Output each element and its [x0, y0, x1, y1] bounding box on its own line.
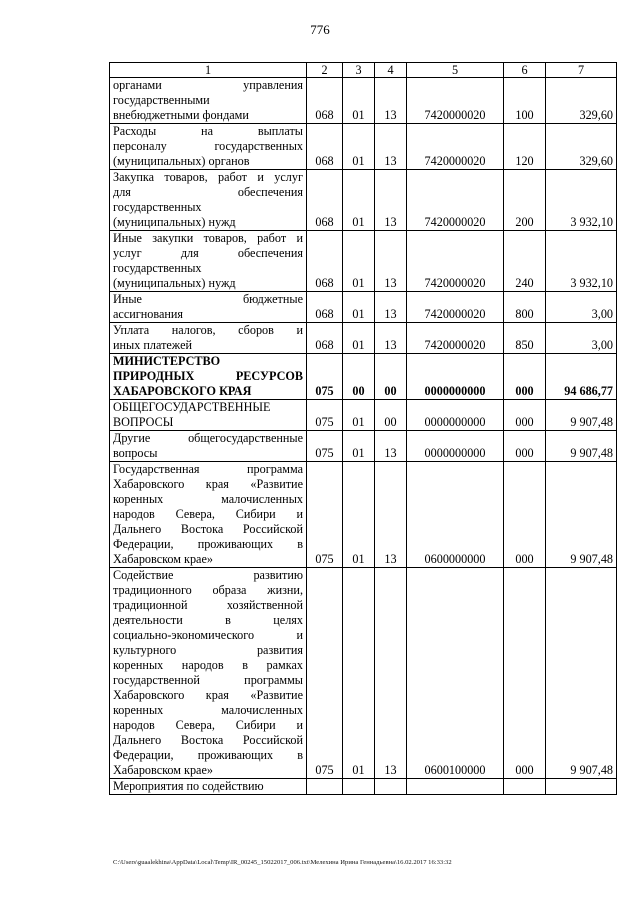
cell-col-6: 200 [504, 170, 546, 231]
cell-col-5: 7420000020 [407, 323, 504, 354]
row-name-line: ВОПРОСЫ [113, 415, 174, 429]
cell-col-7 [546, 779, 617, 795]
cell-col-2: 075 [307, 354, 343, 400]
cell-col-3: 01 [343, 568, 375, 779]
table-row [110, 431, 617, 462]
cell-col-6: 800 [504, 292, 546, 323]
file-path-footer: C:\Users\guaalekhina\AppData\Local\Temp\IR_00245_15022017_006.txt\Мелехина Ирина Геннадьевна\16.02.2017 16:33:32 [113, 859, 452, 866]
row-name-line: Хабаровского края «Развитие [113, 688, 303, 702]
cell-col-7: 3,00 [546, 292, 617, 323]
table-row [110, 124, 617, 170]
cell-col-7: 94 686,77 [546, 354, 617, 400]
row-name-line: Хабаровском крае» [113, 552, 213, 566]
cell-col-6: 240 [504, 231, 546, 292]
row-name-line: государственной программы [113, 673, 303, 687]
cell-col-2: 068 [307, 170, 343, 231]
cell-col-6: 850 [504, 323, 546, 354]
table-body [110, 78, 617, 795]
row-name-line: Хабаровском крае» [113, 763, 213, 777]
cell-col-2: 068 [307, 78, 343, 124]
cell-col-7: 9 907,48 [546, 568, 617, 779]
cell-col-7: 3 932,10 [546, 170, 617, 231]
cell-col-2: 068 [307, 124, 343, 170]
cell-col-7: 329,60 [546, 124, 617, 170]
row-name-cell [110, 354, 307, 400]
row-name-line: социально-экономического и [113, 628, 303, 642]
row-name-line: иных платежей [113, 338, 192, 352]
cell-col-6: 120 [504, 124, 546, 170]
cell-col-6: 000 [504, 354, 546, 400]
cell-col-7: 3 932,10 [546, 231, 617, 292]
row-name-line: коренных народов в рамках [113, 658, 303, 672]
cell-col-6: 000 [504, 462, 546, 568]
column-header-7: 7 [546, 63, 617, 78]
cell-col-4: 00 [375, 400, 407, 431]
cell-col-3: 01 [343, 431, 375, 462]
row-name-line: Мероприятия по содействию [113, 779, 264, 793]
row-name-line: народов Севера, Сибири и [113, 718, 303, 732]
cell-col-5: 7420000020 [407, 292, 504, 323]
cell-col-3 [343, 779, 375, 795]
row-name-line: ассигнования [113, 307, 184, 321]
row-name-line: для обеспечения [113, 185, 303, 199]
table-row [110, 354, 617, 400]
cell-col-6: 000 [504, 431, 546, 462]
row-name-line: Федерации, проживающих в [113, 537, 303, 551]
cell-col-4: 13 [375, 124, 407, 170]
cell-col-5: 0600000000 [407, 462, 504, 568]
cell-col-5 [407, 779, 504, 795]
cell-col-7: 3,00 [546, 323, 617, 354]
row-name-line: Федерации, проживающих в [113, 748, 303, 762]
cell-col-3: 01 [343, 78, 375, 124]
row-name-line: Хабаровского края «Развитие [113, 477, 303, 491]
cell-col-2: 068 [307, 323, 343, 354]
cell-col-4: 13 [375, 170, 407, 231]
cell-col-4: 13 [375, 462, 407, 568]
cell-col-2 [307, 779, 343, 795]
row-name-line: Закупка товаров, работ и услуг [113, 170, 303, 184]
row-name-line: государственных [113, 200, 202, 214]
table-row [110, 323, 617, 354]
cell-col-5: 7420000020 [407, 231, 504, 292]
column-header-4: 4 [375, 63, 407, 78]
row-name-line: традиционного образа жизни, [113, 583, 303, 597]
cell-col-5: 7420000020 [407, 124, 504, 170]
cell-col-3: 01 [343, 323, 375, 354]
row-name-cell [110, 170, 307, 231]
row-name-cell [110, 568, 307, 779]
cell-col-7: 9 907,48 [546, 431, 617, 462]
cell-col-6: 000 [504, 400, 546, 431]
row-name-line: государственных [113, 261, 202, 275]
cell-col-3: 01 [343, 124, 375, 170]
cell-col-6 [504, 779, 546, 795]
table-row [110, 400, 617, 431]
row-name-line: коренных малочисленных [113, 703, 303, 717]
cell-col-4: 13 [375, 292, 407, 323]
row-name-cell [110, 431, 307, 462]
column-header-3: 3 [343, 63, 375, 78]
cell-col-3: 01 [343, 170, 375, 231]
column-header-2: 2 [307, 63, 343, 78]
cell-col-2: 068 [307, 231, 343, 292]
cell-col-4: 13 [375, 231, 407, 292]
row-name-line: (муниципальных) органов [113, 154, 250, 168]
row-name-cell [110, 400, 307, 431]
page-number: 776 [310, 22, 330, 37]
cell-col-7: 329,60 [546, 78, 617, 124]
row-name-line: (муниципальных) нужд [113, 276, 236, 290]
cell-col-2: 075 [307, 400, 343, 431]
cell-col-4: 13 [375, 431, 407, 462]
cell-col-4: 13 [375, 323, 407, 354]
table-row [110, 231, 617, 292]
row-name-cell [110, 323, 307, 354]
row-name-line: деятельности в целях [113, 613, 303, 627]
cell-col-2: 075 [307, 431, 343, 462]
row-name-line: государственными [113, 93, 210, 107]
row-name-line: персоналу государственных [113, 139, 303, 153]
row-name-cell [110, 462, 307, 568]
column-header-5: 5 [407, 63, 504, 78]
cell-col-5: 0000000000 [407, 431, 504, 462]
row-name-line: ПРИРОДНЫХ РЕСУРСОВ [113, 369, 303, 383]
row-name-cell [110, 231, 307, 292]
row-name-line: ХАБАРОВСКОГО КРАЯ [113, 384, 252, 398]
row-name-line: коренных малочисленных [113, 492, 303, 506]
cell-col-3: 01 [343, 231, 375, 292]
cell-col-3: 01 [343, 400, 375, 431]
column-header-6: 6 [504, 63, 546, 78]
cell-col-5: 7420000020 [407, 78, 504, 124]
row-name-line: вопросы [113, 446, 158, 460]
row-name-line: Уплата налогов, сборов и [113, 323, 303, 337]
cell-col-4: 00 [375, 354, 407, 400]
table-row [110, 462, 617, 568]
budget-table [109, 62, 617, 795]
row-name-line: Расходы на выплаты [113, 124, 303, 138]
cell-col-6: 000 [504, 568, 546, 779]
table-row [110, 170, 617, 231]
row-name-line: МИНИСТЕРСТВО [113, 354, 221, 368]
row-name-cell [110, 78, 307, 124]
cell-col-5: 7420000020 [407, 170, 504, 231]
row-name-line: Иные бюджетные [113, 292, 303, 306]
row-name-line: (муниципальных) нужд [113, 215, 236, 229]
row-name-line: народов Севера, Сибири и [113, 507, 303, 521]
row-name-line: услуг для обеспечения [113, 246, 303, 260]
table-header-row [110, 63, 617, 78]
cell-col-3: 00 [343, 354, 375, 400]
cell-col-6: 100 [504, 78, 546, 124]
row-name-line: Государственная программа [113, 462, 303, 476]
cell-col-5: 0600100000 [407, 568, 504, 779]
row-name-line: Дальнего Востока Российской [113, 733, 303, 747]
table-row [110, 779, 617, 795]
cell-col-4: 13 [375, 78, 407, 124]
table-row [110, 292, 617, 323]
row-name-line: органами управления [113, 78, 303, 92]
cell-col-2: 068 [307, 292, 343, 323]
cell-col-7: 9 907,48 [546, 400, 617, 431]
cell-col-2: 075 [307, 568, 343, 779]
cell-col-5: 0000000000 [407, 400, 504, 431]
table-row [110, 568, 617, 779]
row-name-cell [110, 292, 307, 323]
row-name-line: культурного развития [113, 643, 303, 657]
cell-col-5: 0000000000 [407, 354, 504, 400]
cell-col-4 [375, 779, 407, 795]
cell-col-2: 075 [307, 462, 343, 568]
row-name-line: Другие общегосударственные [113, 431, 303, 445]
cell-col-7: 9 907,48 [546, 462, 617, 568]
cell-col-4: 13 [375, 568, 407, 779]
row-name-line: Иные закупки товаров, работ и [113, 231, 303, 245]
row-name-line: ОБЩЕГОСУДАРСТВЕННЫЕ [113, 400, 271, 414]
row-name-line: традиционной хозяйственной [113, 598, 303, 612]
row-name-line: внебюджетными фондами [113, 108, 249, 122]
row-name-cell [110, 124, 307, 170]
cell-col-3: 01 [343, 292, 375, 323]
row-name-line: Содействие развитию [113, 568, 303, 582]
column-header-1: 1 [110, 63, 307, 78]
cell-col-3: 01 [343, 462, 375, 568]
row-name-cell [110, 779, 307, 795]
row-name-line: Дальнего Востока Российской [113, 522, 303, 536]
table-row [110, 78, 617, 124]
